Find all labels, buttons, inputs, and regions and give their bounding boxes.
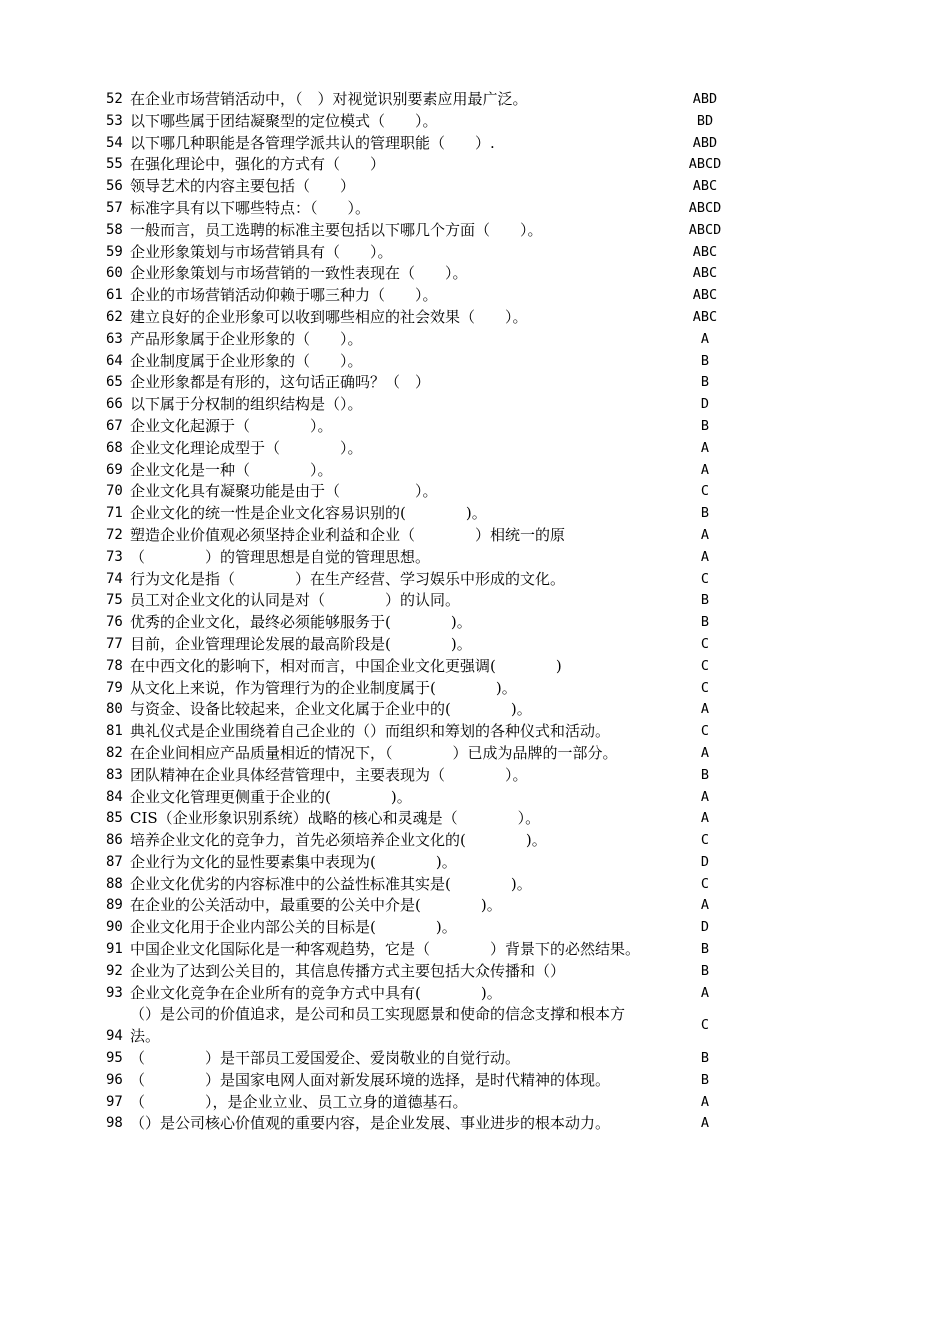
answer-key: A — [700, 701, 710, 718]
answer-key: ABCD — [688, 199, 722, 216]
question-text: （ ）的管理思想是自觉的管理思想。 — [130, 547, 431, 566]
question-number: 69 — [106, 461, 123, 478]
question-row — [106, 1113, 746, 1135]
question-text: 典礼仪式是企业围绕着自己企业的（）而组织和筹划的各种仪式和活动。 — [130, 722, 611, 741]
question-number: 64 — [106, 352, 123, 369]
question-number: 88 — [106, 875, 123, 892]
question-number: 53 — [106, 112, 123, 129]
answer-key: A — [700, 548, 710, 565]
question-text: 目前，企业管理理论发展的最高阶段是( )。 — [130, 634, 472, 653]
question-number: 57 — [106, 199, 123, 216]
question-text: 企业形象策划与市场营销具有（ ）。 — [130, 242, 393, 261]
question-row — [106, 612, 746, 634]
question-row — [106, 198, 746, 220]
answer-key: C — [700, 723, 710, 740]
answer-key: B — [700, 417, 710, 434]
question-text: 员工对企业文化的认同是对（ ）的认同。 — [130, 591, 461, 610]
question-text: 企业文化具有凝聚功能是由于（ ）。 — [130, 482, 438, 501]
question-row — [106, 438, 746, 460]
question-text: 在企业的公关活动中，最重要的公关中介是( )。 — [130, 896, 502, 915]
question-text: 企业文化的统一性是企业文化容易识别的( )。 — [130, 504, 487, 523]
question-number: 77 — [106, 635, 123, 652]
question-text: CIS（企业形象识别系统）战略的核心和灵魂是（ ）。 — [130, 809, 541, 828]
answer-key: C — [700, 832, 710, 849]
question-row — [106, 242, 746, 264]
answer-key: C — [700, 483, 710, 500]
answer-key: A — [700, 439, 710, 456]
question-number: 71 — [106, 505, 123, 522]
question-text: 企业文化管理更侧重于企业的( )。 — [130, 787, 412, 806]
question-text: （）是公司核心价值观的重要内容，是企业发展、事业进步的根本动力。 — [130, 1114, 611, 1133]
question-text: （ ）是干部员工爱国爱企、爱岗敬业的自觉行动。 — [130, 1049, 521, 1068]
question-text: 建立良好的企业形象可以收到哪些相应的社会效果（ ）。 — [130, 307, 528, 326]
question-text: 在强化理论中，强化的方式有（ ） — [130, 155, 386, 174]
answer-key: B — [700, 766, 710, 783]
answer-key: A — [700, 461, 710, 478]
question-number: 94 — [106, 1028, 123, 1045]
question-number: 85 — [106, 810, 123, 827]
question-text: （ ）是国家电网人面对新发展环境的选择，是时代精神的体现。 — [130, 1070, 611, 1089]
question-text: 企业文化用于企业内部公关的目标是( )。 — [130, 918, 457, 937]
question-number: 62 — [106, 308, 123, 325]
question-row — [106, 481, 746, 503]
question-row — [106, 699, 746, 721]
question-text: 企业文化起源于（ ）。 — [130, 416, 333, 435]
question-text: 企业文化理论成型于（ ）。 — [130, 438, 363, 457]
answer-key: C — [700, 679, 710, 696]
question-row — [106, 678, 746, 700]
question-number: 68 — [106, 439, 123, 456]
question-number: 84 — [106, 788, 123, 805]
question-number: 55 — [106, 156, 123, 173]
question-row — [106, 1070, 746, 1092]
question-text: 企业为了达到公关目的，其信息传播方式主要包括大众传播和（） — [130, 961, 566, 980]
question-row — [106, 569, 746, 591]
answer-key: B — [700, 592, 710, 609]
question-text: 企业形象策划与市场营销的一致性表现在（ ）。 — [130, 264, 468, 283]
question-row — [106, 939, 746, 961]
question-row — [106, 852, 746, 874]
question-text: 从文化上来说，作为管理行为的企业制度属于( )。 — [130, 678, 517, 697]
question-row — [106, 89, 746, 111]
question-text: （）是公司的价值追求，是公司和员工实现愿景和使命的信念支撑和根本方法。 — [130, 1005, 626, 1046]
question-text: 标准字具有以下哪些特点：（ ）。 — [130, 198, 371, 217]
answer-key: A — [700, 744, 710, 761]
question-number: 81 — [106, 723, 123, 740]
question-row — [106, 154, 746, 176]
answer-key: C — [700, 1017, 710, 1034]
question-number: 65 — [106, 374, 123, 391]
answer-key: A — [700, 1115, 710, 1132]
question-row — [106, 787, 746, 809]
question-number: 67 — [106, 417, 123, 434]
question-text: 企业形象都是有形的，这句话正确吗？（ ） — [130, 373, 431, 392]
question-number: 90 — [106, 919, 123, 936]
question-text: 产品形象属于企业形象的（ ）。 — [130, 329, 363, 348]
answer-key: A — [700, 788, 710, 805]
answer-key: A — [700, 984, 710, 1001]
answer-key: A — [700, 897, 710, 914]
question-text: 企业的市场营销活动仰赖于哪三种力（ ）。 — [130, 286, 438, 305]
answer-key: ABC — [692, 243, 718, 260]
question-text: 以下哪几种职能是各管理学派共认的管理职能（ ）. — [130, 133, 495, 152]
question-row — [106, 1048, 746, 1070]
question-text: （ ），是企业立业、员工立身的道德基石。 — [130, 1092, 468, 1111]
answer-key: A — [700, 810, 710, 827]
answer-key: D — [700, 919, 710, 936]
question-table — [106, 89, 746, 1135]
question-row — [106, 547, 746, 569]
answer-key: B — [700, 374, 710, 391]
question-number: 79 — [106, 679, 123, 696]
answer-key: B — [700, 614, 710, 631]
question-row — [106, 372, 746, 394]
question-row — [106, 917, 746, 939]
answer-key: C — [700, 570, 710, 587]
question-row — [106, 220, 746, 242]
question-row — [106, 590, 746, 612]
question-number: 98 — [106, 1115, 123, 1132]
answer-key: A — [700, 526, 710, 543]
question-text: 在中西文化的影响下，相对而言，中国企业文化更强调( ) — [130, 656, 562, 675]
question-text: 在企业市场营销活动中，（ ）对视觉识别要素应用最广泛。 — [130, 90, 528, 108]
question-text: 与资金、设备比较起来，企业文化属于企业中的( )。 — [130, 700, 532, 719]
question-row — [106, 983, 746, 1005]
answer-key: B — [700, 1071, 710, 1088]
question-text: 以下属于分权制的组织结构是（）。 — [130, 395, 363, 414]
answer-key: B — [700, 352, 710, 369]
question-row — [106, 176, 746, 198]
question-row — [106, 1004, 746, 1048]
question-text: 塑造企业价值观必须坚持企业利益和企业（ ）相统一的原 — [130, 525, 566, 544]
question-row — [106, 656, 746, 678]
answer-key: ABC — [692, 178, 718, 195]
question-text: 一般而言，员工选聘的标准主要包括以下哪几个方面（ ）。 — [130, 220, 543, 239]
question-text: 企业文化竞争在企业所有的竞争方式中具有( )。 — [130, 983, 502, 1002]
question-number: 87 — [106, 853, 123, 870]
question-number: 82 — [106, 744, 123, 761]
answer-key: C — [700, 635, 710, 652]
question-number: 89 — [106, 897, 123, 914]
question-text: 领导艺术的内容主要包括（ ） — [130, 177, 356, 196]
question-number: 83 — [106, 766, 123, 783]
answer-key: B — [700, 962, 710, 979]
question-text: 培养企业文化的竞争力，首先必须培养企业文化的( )。 — [130, 831, 547, 850]
question-number: 78 — [106, 657, 123, 674]
question-row — [106, 874, 746, 896]
question-row — [106, 460, 746, 482]
answer-key: C — [700, 657, 710, 674]
question-number: 66 — [106, 396, 123, 413]
answer-key: ABCD — [688, 221, 722, 238]
question-number: 92 — [106, 962, 123, 979]
answer-key: ABD — [692, 134, 718, 151]
question-number: 59 — [106, 243, 123, 260]
question-row — [106, 133, 746, 155]
question-number: 91 — [106, 941, 123, 958]
question-number: 75 — [106, 592, 123, 609]
answer-key: ABD — [692, 91, 718, 107]
question-row — [106, 503, 746, 525]
question-number: 56 — [106, 178, 123, 195]
question-number: 70 — [106, 483, 123, 500]
answer-key: C — [700, 875, 710, 892]
question-row — [106, 263, 746, 285]
question-row — [106, 765, 746, 787]
question-row — [106, 961, 746, 983]
answer-key: ABC — [692, 287, 718, 304]
question-text: 在企业间相应产品质量相近的情况下，（ ）已成为品牌的一部分。 — [130, 743, 618, 762]
question-number: 93 — [106, 984, 123, 1001]
question-number: 72 — [106, 526, 123, 543]
question-number: 52 — [106, 91, 123, 107]
answer-key: D — [700, 853, 710, 870]
question-row — [106, 808, 746, 830]
answer-key: ABCD — [688, 156, 722, 173]
question-number: 73 — [106, 548, 123, 565]
answer-key: BD — [696, 112, 714, 129]
question-number: 95 — [106, 1050, 123, 1067]
question-text: 行为文化是指（ ）在生产经营、学习娱乐中形成的文化。 — [130, 569, 566, 588]
question-number: 58 — [106, 221, 123, 238]
answer-key: B — [700, 505, 710, 522]
question-row — [106, 111, 746, 133]
answer-key: D — [700, 396, 710, 413]
question-row — [106, 307, 746, 329]
question-row — [106, 329, 746, 351]
question-number: 97 — [106, 1093, 123, 1110]
answer-key: A — [700, 330, 710, 347]
question-row — [106, 634, 746, 656]
question-row — [106, 743, 746, 765]
question-number: 80 — [106, 701, 123, 718]
answer-key: B — [700, 1050, 710, 1067]
question-number: 54 — [106, 134, 123, 151]
question-row — [106, 721, 746, 743]
question-number: 61 — [106, 287, 123, 304]
question-number: 96 — [106, 1071, 123, 1088]
question-row — [106, 1092, 746, 1114]
question-number: 86 — [106, 832, 123, 849]
question-text: 中国企业文化国际化是一种客观趋势，它是（ ）背景下的必然结果。 — [130, 940, 641, 959]
question-number: 76 — [106, 614, 123, 631]
answer-key: ABC — [692, 308, 718, 325]
question-number: 63 — [106, 330, 123, 347]
question-row — [106, 351, 746, 373]
answer-key: A — [700, 1093, 710, 1110]
question-number: 60 — [106, 265, 123, 282]
question-text: 以下哪些属于团结凝聚型的定位模式（ ）。 — [130, 111, 438, 130]
question-text: 优秀的企业文化，最终必须能够服务于( )。 — [130, 613, 472, 632]
question-text: 企业行为文化的显性要素集中表现为( )。 — [130, 852, 457, 871]
question-row — [106, 285, 746, 307]
question-text: 企业文化是一种（ ）。 — [130, 460, 333, 479]
question-row — [106, 394, 746, 416]
question-row — [106, 416, 746, 438]
question-number: 74 — [106, 570, 123, 587]
question-text: 企业文化优劣的内容标准中的公益性标准其实是( )。 — [130, 874, 532, 893]
question-text: 团队精神在企业具体经营管理中，主要表现为（ ）。 — [130, 765, 528, 784]
question-text: 企业制度属于企业形象的（ ）。 — [130, 351, 363, 370]
question-row — [106, 525, 746, 547]
answer-key: ABC — [692, 265, 718, 282]
answer-key: B — [700, 941, 710, 958]
question-row — [106, 895, 746, 917]
question-row — [106, 830, 746, 852]
